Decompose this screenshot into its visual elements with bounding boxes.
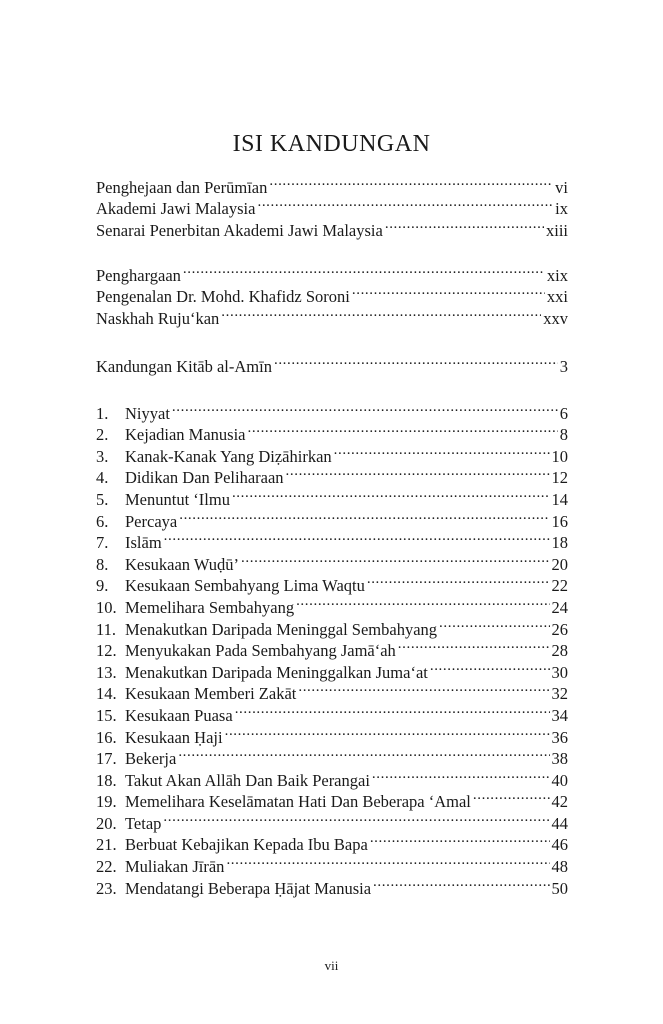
toc-entry-title: Kesukaan Memberi Zakāt [125, 684, 297, 704]
toc-entry [96, 548, 568, 574]
toc-entry-page: 32 [551, 684, 568, 704]
toc-entry-title: Akademi Jawi Malaysia [96, 199, 256, 219]
toc-entry [96, 171, 568, 197]
toc-entry [96, 259, 568, 285]
toc-entry-title: Berbuat Kebajikan Kepada Ibu Bapa [125, 835, 368, 855]
toc-entry-page: 30 [551, 662, 568, 682]
toc-entry-title: Niyyat [125, 403, 170, 423]
toc-entry-number: 20. [96, 813, 117, 833]
toc-entry-number: 19. [96, 792, 117, 812]
toc-entry-number: 12. [96, 641, 117, 661]
dot-leader [257, 193, 553, 215]
toc-entry-page: 8 [559, 425, 568, 445]
toc-entry-page: 14 [551, 489, 568, 509]
toc-entry-title: Pengenalan Dr. Mohd. Khafidz Soroni [96, 287, 350, 307]
dot-leader [235, 699, 550, 721]
toc-chapters [96, 397, 568, 898]
toc-entry-page: 38 [551, 749, 568, 769]
toc-introduction [96, 259, 568, 328]
toc-entry-page: 18 [551, 533, 568, 553]
dot-leader [178, 743, 549, 765]
toc-entry [96, 397, 568, 423]
dot-leader [163, 807, 549, 829]
dot-leader [439, 613, 549, 635]
dot-leader [221, 302, 541, 324]
page-title: ISI KANDUNGAN [232, 131, 431, 157]
toc-entry-title: Kesukaan Wuḍū’ [125, 554, 240, 574]
toc-entry-page: xix [546, 265, 568, 285]
toc-entry-title: Kejadian Manusia [125, 425, 246, 445]
toc-entry-number: 9. [96, 576, 109, 596]
toc-entry-number: 7. [96, 533, 109, 553]
toc-entry-title: Menyukakan Pada Sembahyang Jamā‘ah [125, 641, 396, 661]
dot-leader [286, 462, 550, 484]
toc-entry-title: Takut Akan Allāh Dan Baik Perangai [125, 770, 370, 790]
toc-entry-number: 11. [96, 619, 117, 639]
toc-entry-page: 44 [551, 813, 568, 833]
toc-entry-number: 2. [96, 425, 109, 445]
dot-leader [367, 570, 550, 592]
toc-entry-title: Memelihara Sembahyang [125, 597, 295, 617]
toc-front-matter [96, 171, 568, 240]
dot-leader [430, 656, 550, 678]
dot-leader [473, 786, 550, 808]
toc-entry [96, 350, 568, 376]
toc-entry-number: 23. [96, 878, 117, 898]
toc-entry-page: 34 [551, 705, 568, 725]
dot-leader [179, 505, 549, 527]
toc-entry-title: Penghargaan [96, 265, 181, 285]
toc-entry-title: Mendatangi Beberapa Ḥājat Manusia [125, 878, 372, 898]
toc-entry-number: 14. [96, 684, 117, 704]
toc-entry-number: 16. [96, 727, 117, 747]
toc-entry-page: 28 [551, 641, 568, 661]
toc-entry-page: 16 [551, 511, 568, 531]
toc-entry-page: vi [555, 177, 568, 197]
dot-leader [398, 635, 550, 657]
toc-entry-number: 21. [96, 835, 117, 855]
toc-entry-page: xxv [543, 308, 568, 328]
dot-leader [248, 419, 558, 441]
toc-entry-title: Percaya [125, 511, 178, 531]
toc-entry-number: 18. [96, 770, 117, 790]
toc-entry-page: 40 [551, 770, 568, 790]
dot-leader [334, 440, 550, 462]
dot-leader [274, 350, 558, 372]
toc-entry-page: 12 [551, 468, 568, 488]
toc-entry-page: 48 [551, 857, 568, 877]
toc-entry-number: 1. [96, 403, 109, 423]
page-number: vii [324, 958, 339, 973]
dot-leader [298, 678, 549, 700]
toc-entry-page: xxi [546, 287, 568, 307]
toc-entry-number: 5. [96, 489, 109, 509]
toc-entry-page: 20 [551, 554, 568, 574]
toc-entry-title: Muliakan Jīrān [125, 857, 225, 877]
toc-entry-number: 13. [96, 662, 117, 682]
toc-entry [96, 807, 568, 833]
toc-entry-page: 46 [551, 835, 568, 855]
dot-leader [232, 483, 550, 505]
toc-entry-title: Kesukaan Ḥaji [125, 727, 223, 747]
toc-entry [96, 829, 568, 855]
toc-entry-title: Kanak-Kanak Yang Diẓāhirkan [125, 446, 332, 466]
toc-entry-title: Islām [125, 533, 162, 553]
toc-entry-page: ix [555, 199, 568, 219]
dot-leader [226, 850, 549, 872]
toc-entry-page: 24 [551, 597, 568, 617]
toc-entry-number: 3. [96, 446, 109, 466]
toc-entry-number: 8. [96, 554, 109, 574]
toc-entry [96, 527, 568, 553]
toc-entry-title: Naskhah Ruju‘kan [96, 308, 220, 328]
dot-leader [183, 259, 545, 281]
toc-entry-title: Kesukaan Puasa [125, 705, 233, 725]
toc-entry-number: 4. [96, 468, 109, 488]
dot-leader [241, 548, 549, 570]
toc-entry-title: Memelihara Keselāmatan Hati Dan Beberapa ‘Amal [125, 792, 471, 812]
toc-entry-title: Senarai Penerbitan Akademi Jawi Malaysia [96, 220, 383, 240]
toc-entry-page: 36 [551, 727, 568, 747]
toc-entry-number: 22. [96, 857, 117, 877]
dot-leader [269, 171, 553, 193]
toc-entry-page: 6 [559, 403, 568, 423]
toc-entry-title: Kandungan Kitāb al-Amīn [96, 356, 272, 376]
dot-leader [296, 591, 549, 613]
toc-entry-page: xiii [545, 220, 568, 240]
toc-entry-page: 50 [551, 878, 568, 898]
toc-entry-title: Didikan Dan Peliharaan [125, 468, 284, 488]
dot-leader [172, 397, 558, 419]
toc-entry-number: 17. [96, 749, 117, 769]
toc-entry-page: 42 [551, 792, 568, 812]
toc-entry-title: Tetap [125, 813, 162, 833]
toc-book-contents [96, 350, 568, 376]
toc-entry-title: Menakutkan Daripada Meninggal Sembahyang [125, 619, 438, 639]
toc-entry-title: Kesukaan Sembahyang Lima Waqtu [125, 576, 365, 596]
toc-entry-page: 26 [551, 619, 568, 639]
toc-entry-title: Menuntut ‘Ilmu [125, 489, 230, 509]
toc-entry-number: 10. [96, 597, 117, 617]
toc-entry-title: Bekerja [125, 749, 177, 769]
toc-entry-title: Penghejaan dan Perūmīan [96, 177, 268, 197]
dot-leader [164, 527, 550, 549]
toc-entry-number: 6. [96, 511, 109, 531]
toc-entry-number: 15. [96, 705, 117, 725]
toc-entry-page: 10 [551, 446, 568, 466]
toc-entry-page: 22 [551, 576, 568, 596]
toc-entry-page: 3 [559, 356, 568, 376]
toc-entry-title: Menakutkan Daripada Meninggalkan Juma‘at [125, 662, 428, 682]
dot-leader [225, 721, 550, 743]
dot-leader [372, 764, 550, 786]
dot-leader [373, 872, 549, 894]
dot-leader [370, 829, 550, 851]
dot-leader [352, 281, 545, 303]
dot-leader [385, 214, 544, 236]
